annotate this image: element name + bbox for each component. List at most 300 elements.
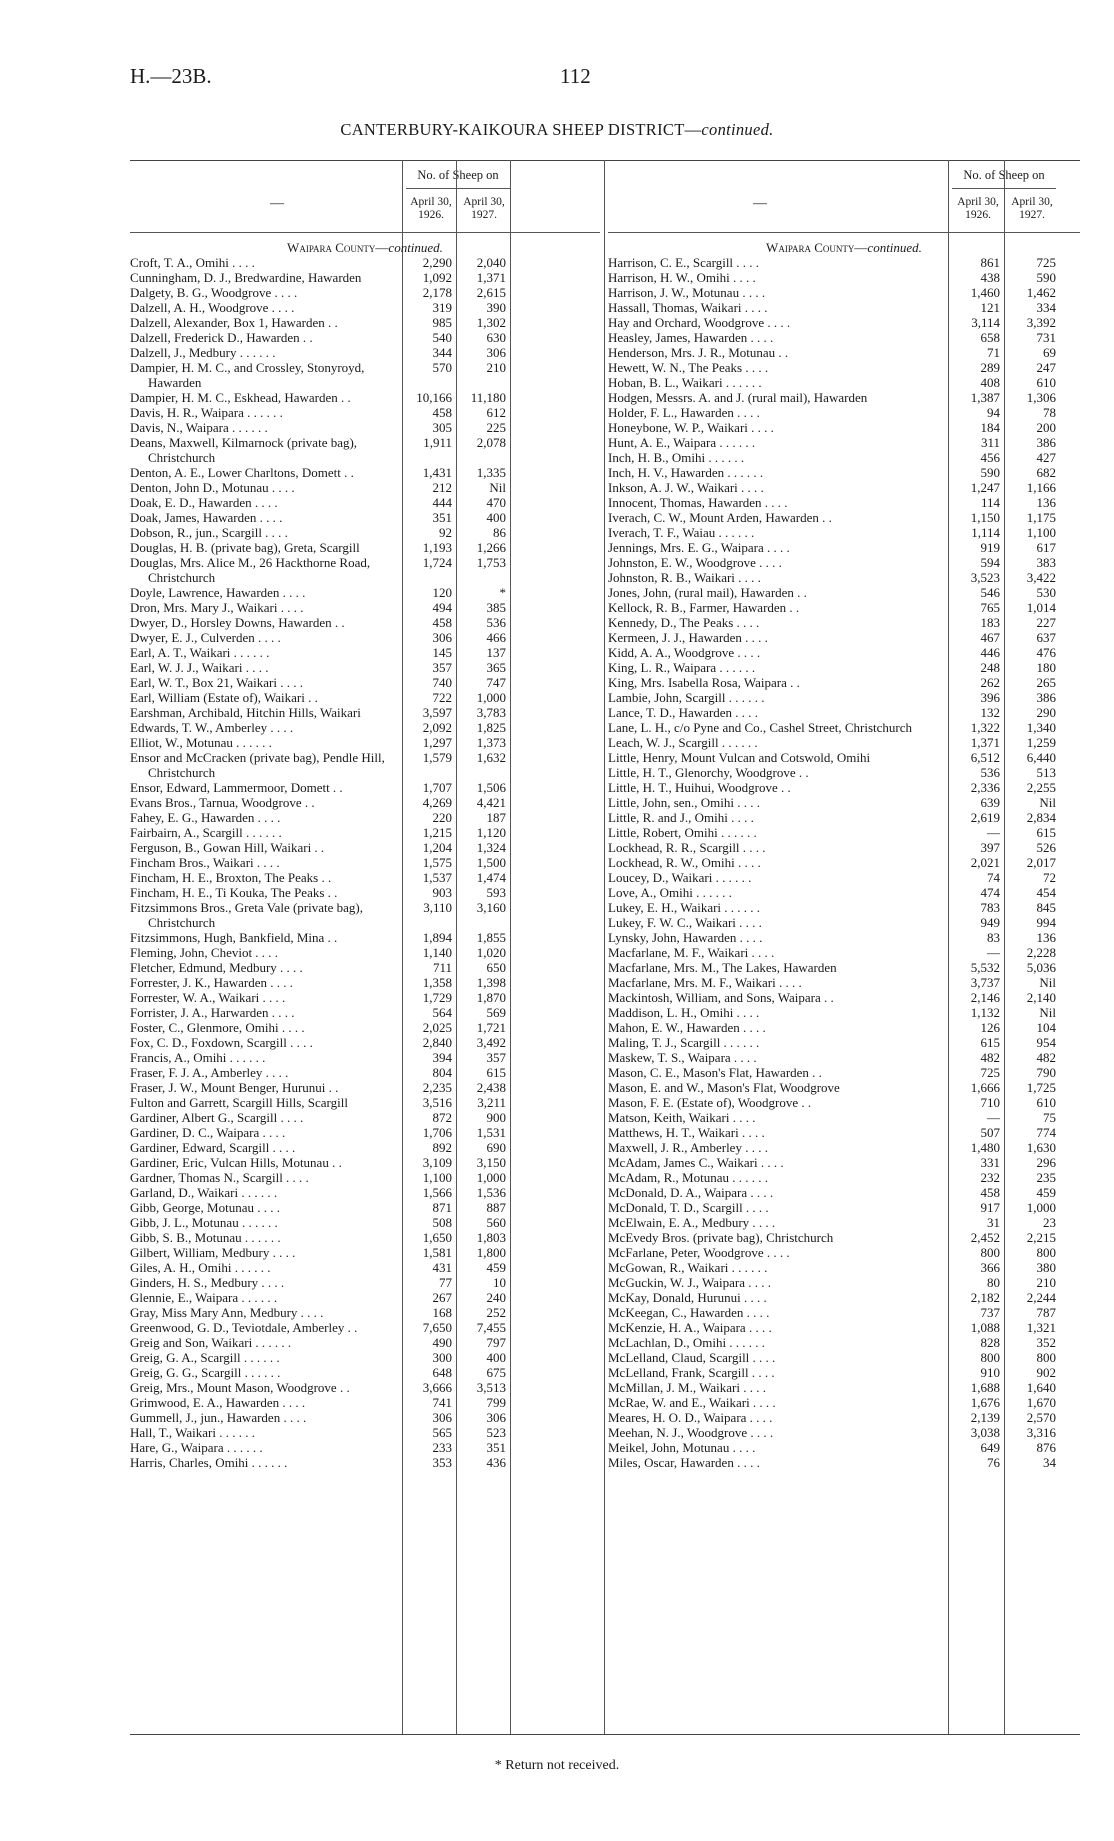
table-row [130, 990, 600, 1005]
sheep-1926: 861 [980, 255, 1000, 270]
owner-name: McAdam, James C., Waikari . . . . [608, 1155, 784, 1170]
sheep-1926: 446 [980, 645, 1000, 660]
sheep-1927: 380 [1036, 1260, 1056, 1275]
owner-name: Lukey, E. H., Waikari . . . . . . [608, 900, 761, 915]
sheep-1926: 3,109 [422, 1155, 452, 1170]
owner-name: Fox, C. D., Foxdown, Scargill . . . . [130, 1035, 313, 1050]
owner-name: Garland, D., Waikari . . . . . . [130, 1185, 278, 1200]
sheep-1927: 482 [1036, 1050, 1056, 1065]
sheep-1927: 1,500 [476, 855, 506, 870]
sheep-1927: 210 [486, 360, 506, 375]
owner-name: Fleming, John, Cheviot . . . . [130, 945, 279, 960]
table-row [130, 660, 600, 675]
table-row [608, 1260, 1080, 1275]
right-rows [608, 240, 1080, 1470]
table-row [130, 1230, 600, 1245]
table-row [130, 675, 600, 690]
table-row [608, 315, 1080, 330]
sheep-1927: 513 [1036, 765, 1056, 780]
owner-name: Matson, Keith, Waikari . . . . [608, 1110, 756, 1125]
sheep-1927: 610 [1036, 375, 1056, 390]
sheep-1926: 1,460 [970, 285, 1000, 300]
owner-name: Davis, H. R., Waipara . . . . . . [130, 405, 283, 420]
table-row [130, 435, 600, 465]
sheep-1927: 994 [1036, 915, 1056, 930]
sheep-1927: 731 [1036, 330, 1056, 345]
sheep-1927: 1,536 [476, 1185, 506, 1200]
sheep-1927: 290 [1036, 705, 1056, 720]
sheep-1926: 458 [980, 1185, 1000, 1200]
table-row [608, 1380, 1080, 1395]
owner-name: Foster, C., Glenmore, Omihi . . . . [130, 1020, 305, 1035]
owner-name: Inch, H. B., Omihi . . . . . . [608, 450, 745, 465]
sheep-1926: 2,619 [970, 810, 1000, 825]
sheep-1927: 1,120 [476, 825, 506, 840]
owner-name: Little, R. and J., Omihi . . . . [608, 810, 754, 825]
owner-name: Henderson, Mrs. J. R., Motunau . . [608, 345, 789, 360]
table-row [130, 420, 600, 435]
sheep-1927: 390 [486, 300, 506, 315]
sheep-1927: 104 [1036, 1020, 1056, 1035]
sheep-1926: 1,150 [970, 510, 1000, 525]
owner-name: McMillan, J. M., Waikari . . . . [608, 1380, 766, 1395]
table-row [130, 1140, 600, 1155]
sheep-1927: 476 [1036, 645, 1056, 660]
sheep-1926: 3,666 [422, 1380, 452, 1395]
table-row [130, 1095, 600, 1110]
owner-name: Denton, John D., Motunau . . . . [130, 480, 295, 495]
sheep-1926: 722 [432, 690, 452, 705]
owner-name: Lynsky, John, Hawarden . . . . [608, 930, 763, 945]
table-row [608, 1020, 1080, 1035]
table-row [608, 300, 1080, 315]
owner-name: Hewett, W. N., The Peaks . . . . [608, 360, 769, 375]
sheep-1927: 1,335 [476, 465, 506, 480]
owner-name: Iverach, T. F., Waiau . . . . . . [608, 525, 755, 540]
sheep-1926: 1,566 [422, 1185, 452, 1200]
sheep-1927: 569 [486, 1005, 506, 1020]
owner-name: Gardiner, Eric, Vulcan Hills, Motunau . . [130, 1155, 342, 1170]
table-row [608, 405, 1080, 420]
sheep-1927: 1,670 [1026, 1395, 1056, 1410]
sheep-1926: 305 [432, 420, 452, 435]
sheep-1927: 637 [1036, 630, 1056, 645]
sheep-1926: 220 [432, 810, 452, 825]
owner-name: Evans Bros., Tarnua, Woodgrove . . [130, 795, 315, 810]
sheep-1927: Nil [1039, 795, 1056, 810]
table-row [608, 1455, 1080, 1470]
table-row [608, 465, 1080, 480]
sheep-1927: 306 [486, 1410, 506, 1425]
sheep-1927: 365 [486, 660, 506, 675]
sheep-1926: 546 [980, 585, 1000, 600]
sheep-1927: 2,244 [1026, 1290, 1056, 1305]
sheep-1926: 248 [980, 660, 1000, 675]
sheep-1927: 2,215 [1026, 1230, 1056, 1245]
table-row [608, 1155, 1080, 1170]
owner-name: Hodgen, Messrs. A. and J. (rural mail), Hawarden [608, 390, 868, 405]
table-row [608, 1440, 1080, 1455]
table-row [130, 630, 600, 645]
owner-name: Hoban, B. L., Waikari . . . . . . [608, 375, 762, 390]
sheep-1926: 737 [980, 1305, 1000, 1320]
table-row [130, 1245, 600, 1260]
owner-name: Fitzsimmons Bros., Greta Vale (private bag), Christchurch [130, 900, 367, 930]
sheep-1926: 1,706 [422, 1125, 452, 1140]
table-row [608, 480, 1080, 495]
owner-name: Kellock, R. B., Farmer, Hawarden . . [608, 600, 800, 615]
owner-name: McLachlan, D., Omihi . . . . . . [608, 1335, 766, 1350]
owner-name: Maskew, T. S., Waipara . . . . [608, 1050, 757, 1065]
sheep-1927: 799 [486, 1395, 506, 1410]
sheep-1927: 1,100 [1026, 525, 1056, 540]
owner-name: Hall, T., Waikari . . . . . . [130, 1425, 255, 1440]
sheep-1927: 800 [1036, 1350, 1056, 1365]
owner-name: Lockhead, R. R., Scargill . . . . [608, 840, 766, 855]
owner-name: Hare, G., Waipara . . . . . . [130, 1440, 263, 1455]
sheep-1927: 902 [1036, 1365, 1056, 1380]
sheep-1926: 2,290 [422, 255, 452, 270]
sheep-1927: 2,615 [476, 285, 506, 300]
owner-name: Greig, Mrs., Mount Mason, Woodgrove . . [130, 1380, 350, 1395]
sheep-1927: Nil [1039, 975, 1056, 990]
sheep-1926: 396 [980, 690, 1000, 705]
owner-name: Kidd, A. A., Woodgrove . . . . [608, 645, 761, 660]
owner-name: Edwards, T. W., Amberley . . . . [130, 720, 294, 735]
table-row [130, 1260, 600, 1275]
sheep-1927: 615 [1036, 825, 1056, 840]
owner-name: Doak, E. D., Hawarden . . . . [130, 495, 278, 510]
sheep-1926: 74 [987, 870, 1000, 885]
sheep-1926: 949 [980, 915, 1000, 930]
right-table-half [608, 160, 1080, 1734]
sheep-1927: 2,040 [476, 255, 506, 270]
owner-name: Francis, A., Omihi . . . . . . [130, 1050, 266, 1065]
sheep-1926: 262 [980, 675, 1000, 690]
sheep-1927: 2,834 [1026, 810, 1056, 825]
owner-name: Maddison, L. H., Omihi . . . . [608, 1005, 760, 1020]
sheep-1926: 71 [987, 345, 1000, 360]
table-row [608, 720, 1080, 735]
owner-name: Little, Robert, Omihi . . . . . . [608, 825, 757, 840]
sheep-1927: 1,632 [476, 750, 506, 765]
sheep-count-group-header: No. of Sheep on [417, 168, 499, 182]
sheep-1926: 3,523 [970, 570, 1000, 585]
sheep-1927: 357 [486, 1050, 506, 1065]
owner-name: Loucey, D., Waikari . . . . . . [608, 870, 752, 885]
owner-name: Inch, H. V., Hawarden . . . . . . [608, 465, 764, 480]
sheep-1927: 210 [1036, 1275, 1056, 1290]
sheep-1926: 2,021 [970, 855, 1000, 870]
owner-name: Hay and Orchard, Woodgrove . . . . [608, 315, 791, 330]
sheep-1926: 919 [980, 540, 1000, 555]
sheep-1927: 617 [1036, 540, 1056, 555]
sheep-1927: 180 [1036, 660, 1056, 675]
sheep-1927: 650 [486, 960, 506, 975]
owner-name: Inkson, A. J. W., Waikari . . . . [608, 480, 764, 495]
sheep-1926: 3,737 [970, 975, 1000, 990]
table-row [608, 600, 1080, 615]
sheep-1926: 871 [432, 1200, 452, 1215]
sheep-1927: 247 [1036, 360, 1056, 375]
table-row [608, 960, 1080, 975]
sheep-1927: 1,266 [476, 540, 506, 555]
sheep-1926: 711 [432, 960, 452, 975]
sheep-1926: 1,729 [422, 990, 452, 1005]
sheep-1926: 168 [432, 1305, 452, 1320]
sheep-1927: 72 [1043, 870, 1056, 885]
owner-name: McKenzie, H. A., Waipara . . . . [608, 1320, 772, 1335]
table-row [608, 990, 1080, 1005]
sheep-1927: 78 [1043, 405, 1056, 420]
owner-column-header: — [753, 196, 767, 211]
table-row [608, 1410, 1080, 1425]
table-row [608, 660, 1080, 675]
sheep-1926: 1,707 [422, 780, 452, 795]
table-row [130, 555, 600, 585]
table-row [130, 855, 600, 870]
sheep-1926: 2,025 [422, 1020, 452, 1035]
table-row [130, 540, 600, 555]
sheep-1926: 2,178 [422, 285, 452, 300]
sheep-1926: 3,114 [971, 315, 1000, 330]
sheep-1926: 765 [980, 600, 1000, 615]
table-row [130, 1305, 600, 1320]
table-row [608, 1395, 1080, 1410]
owner-name: Ginders, H. S., Medbury . . . . [130, 1275, 285, 1290]
sheep-1926: 872 [432, 1110, 452, 1125]
owner-name: Ensor and McCracken (private bag), Pendle Hill, Christchurch [130, 750, 389, 780]
sheep-1926: 564 [432, 1005, 452, 1020]
sheep-1927: 459 [486, 1260, 506, 1275]
owner-name: Dampier, H. M. C., Eskhead, Hawarden . . [130, 390, 351, 405]
owner-name: Dobson, R., jun., Scargill . . . . [130, 525, 288, 540]
table-row [608, 1320, 1080, 1335]
sheep-1927: 526 [1036, 840, 1056, 855]
sheep-1927: 136 [1036, 930, 1056, 945]
sheep-1927: 1,753 [476, 555, 506, 570]
owner-name: Fincham, H. E., Ti Kouka, The Peaks . . [130, 885, 338, 900]
sheep-1927: 2,078 [476, 435, 506, 450]
sheep-1926: 7,650 [422, 1320, 452, 1335]
sheep-1926: 233 [432, 1440, 452, 1455]
sheep-1926: 1,092 [422, 270, 452, 285]
left-row-list [130, 255, 600, 1470]
sheep-1927: 454 [1036, 885, 1056, 900]
sheep-1927: * [499, 585, 506, 600]
table-row [130, 1365, 600, 1380]
document-title [0, 120, 1114, 140]
owner-name: Fairbairn, A., Scargill . . . . . . [130, 825, 282, 840]
sheep-1926: 212 [432, 480, 452, 495]
sheep-1926: 1,575 [422, 855, 452, 870]
table-row [608, 735, 1080, 750]
sheep-1927: 1,800 [476, 1245, 506, 1260]
table-row [130, 690, 600, 705]
sheep-1927: 466 [486, 630, 506, 645]
sheep-1927: 136 [1036, 495, 1056, 510]
owner-name: Gardiner, Albert G., Scargill . . . . [130, 1110, 304, 1125]
group-rule [406, 188, 510, 189]
table-row [130, 1290, 600, 1305]
owner-name: Forrester, W. A., Waikari . . . . [130, 990, 286, 1005]
sheep-1927: Nil [489, 480, 506, 495]
table-row [130, 735, 600, 750]
table-row [130, 975, 600, 990]
col-1927-header: April 30, 1927. [463, 196, 505, 221]
table-row [608, 1335, 1080, 1350]
table-row [130, 1155, 600, 1170]
sheep-1927: 954 [1036, 1035, 1056, 1050]
owner-name: Iverach, C. W., Mount Arden, Hawarden . . [608, 510, 832, 525]
table-row [130, 1170, 600, 1185]
table-row [608, 330, 1080, 345]
table-row [608, 570, 1080, 585]
sheep-1927: 590 [1036, 270, 1056, 285]
sheep-1926: 1,297 [422, 735, 452, 750]
owner-name: McElwain, E. A., Medbury . . . . [608, 1215, 776, 1230]
sheep-1927: 23 [1043, 1215, 1056, 1230]
sheep-1927: 1,340 [1026, 720, 1056, 735]
sheep-1926: 800 [980, 1350, 1000, 1365]
sheep-1927: 1,640 [1026, 1380, 1056, 1395]
owner-name: Gibb, S. B., Motunau . . . . . . [130, 1230, 281, 1245]
sheep-1927: 334 [1036, 300, 1056, 315]
sheep-1926: 1,666 [970, 1080, 1000, 1095]
table-row [130, 1215, 600, 1230]
sheep-1926: 1,581 [422, 1245, 452, 1260]
sheep-1927: 1,803 [476, 1230, 506, 1245]
sheep-1926: 458 [432, 405, 452, 420]
table-row [130, 465, 600, 480]
sheep-1926: 3,516 [422, 1095, 452, 1110]
sheep-1926: 648 [432, 1365, 452, 1380]
sheep-1926: 331 [980, 1155, 1000, 1170]
owner-name: Mason, C. E., Mason's Flat, Hawarden . . [608, 1065, 822, 1080]
sheep-1926: 1,322 [970, 720, 1000, 735]
sheep-1926: 985 [432, 315, 452, 330]
table-row [608, 1065, 1080, 1080]
sheep-1927: 11,180 [470, 390, 506, 405]
sheep-1927: 1,000 [1026, 1200, 1056, 1215]
owner-name: Denton, A. E., Lower Charltons, Domett . . [130, 465, 354, 480]
table-row [130, 885, 600, 900]
sheep-1926: 917 [980, 1200, 1000, 1215]
sheep-1927: 34 [1043, 1455, 1056, 1470]
sheep-1926: 741 [432, 1395, 452, 1410]
table-row [130, 300, 600, 315]
table-row [130, 255, 600, 270]
owner-name: Kermeen, J. J., Hawarden . . . . [608, 630, 768, 645]
section-continued: continued. [388, 240, 443, 255]
sheep-1926: 1,114 [971, 525, 1000, 540]
owner-name: Maling, T. J., Scargill . . . . . . [608, 1035, 760, 1050]
table-row [608, 1185, 1080, 1200]
sheep-1926: 474 [980, 885, 1000, 900]
sheep-1926: 10,166 [416, 390, 452, 405]
sheep-1926: 92 [439, 525, 452, 540]
owner-name: Hunt, A. E., Waipara . . . . . . [608, 435, 756, 450]
table-row [130, 900, 600, 930]
sheep-1927: 400 [486, 510, 506, 525]
table-row [130, 1395, 600, 1410]
sheep-1927: 235 [1036, 1170, 1056, 1185]
table-row [608, 1005, 1080, 1020]
sheep-1926: 3,110 [423, 900, 452, 915]
table-row [608, 900, 1080, 915]
sheep-1927: 265 [1036, 675, 1056, 690]
owner-name: Dalzell, A. H., Woodgrove . . . . [130, 300, 295, 315]
owner-name: Harrison, H. W., Omihi . . . . [608, 270, 756, 285]
sheep-1926: 570 [432, 360, 452, 375]
table-row [608, 885, 1080, 900]
owner-name: Grimwood, E. A., Hawarden . . . . [130, 1395, 306, 1410]
sheep-1927: 75 [1043, 1110, 1056, 1125]
sheep-1927: 296 [1036, 1155, 1056, 1170]
table-row [608, 945, 1080, 960]
table-row [130, 1035, 600, 1050]
sheep-1927: 4,421 [476, 795, 506, 810]
owner-name: Gray, Miss Mary Ann, Medbury . . . . [130, 1305, 324, 1320]
sheep-1926: 590 [980, 465, 1000, 480]
table-row [130, 1440, 600, 1455]
table-row [130, 645, 600, 660]
sheep-1926: 1,894 [422, 930, 452, 945]
sheep-1927: 790 [1036, 1065, 1056, 1080]
table-row [608, 375, 1080, 390]
page-number: 112 [560, 64, 591, 88]
sheep-1926: 1,100 [422, 1170, 452, 1185]
sheep-1927: 536 [486, 615, 506, 630]
table-row [608, 510, 1080, 525]
sheep-1926: 184 [980, 420, 1000, 435]
table-row [608, 915, 1080, 930]
owner-name: Ensor, Edward, Lammermoor, Domett . . [130, 780, 343, 795]
sheep-1927: 3,392 [1026, 315, 1056, 330]
owner-name: Fletcher, Edmund, Medbury . . . . [130, 960, 303, 975]
owner-name: Gardiner, D. C., Waipara . . . . [130, 1125, 286, 1140]
owner-name: Dalzell, Alexander, Box 1, Hawarden . . [130, 315, 338, 330]
footnote: * Return not received. [494, 1758, 620, 1773]
sheep-1927: 2,228 [1026, 945, 1056, 960]
table-row [130, 960, 600, 975]
sheep-1926: 83 [987, 930, 1000, 945]
owner-name: Macfarlane, Mrs. M. F., Waikari . . . . [608, 975, 802, 990]
sheep-1927: 725 [1036, 255, 1056, 270]
sheep-1926: 494 [432, 600, 452, 615]
owner-name: Fincham Bros., Waikari . . . . [130, 855, 280, 870]
sheep-1927: 3,160 [476, 900, 506, 915]
table-row [608, 1035, 1080, 1050]
table-row [130, 390, 600, 405]
table-row [608, 825, 1080, 840]
table-row [608, 750, 1080, 765]
col-1926-header: April 30, 1926. [410, 196, 452, 221]
sheep-1926: 2,235 [422, 1080, 452, 1095]
sheep-1926: 120 [432, 585, 452, 600]
owner-name: Dalzell, Frederick D., Hawarden . . [130, 330, 313, 345]
sheep-1927: 306 [486, 345, 506, 360]
sheep-1926: 1,387 [970, 390, 1000, 405]
table-row [130, 780, 600, 795]
owner-name: Ferguson, B., Gowan Hill, Waikari . . [130, 840, 325, 855]
owner-name: Johnston, E. W., Woodgrove . . . . [608, 555, 782, 570]
table-row [608, 975, 1080, 990]
owner-name: Mason, E. and W., Mason's Flat, Woodgrove [608, 1080, 840, 1095]
table-row [608, 1215, 1080, 1230]
sheep-1927: 675 [486, 1365, 506, 1380]
sheep-1926: 783 [980, 900, 1000, 915]
